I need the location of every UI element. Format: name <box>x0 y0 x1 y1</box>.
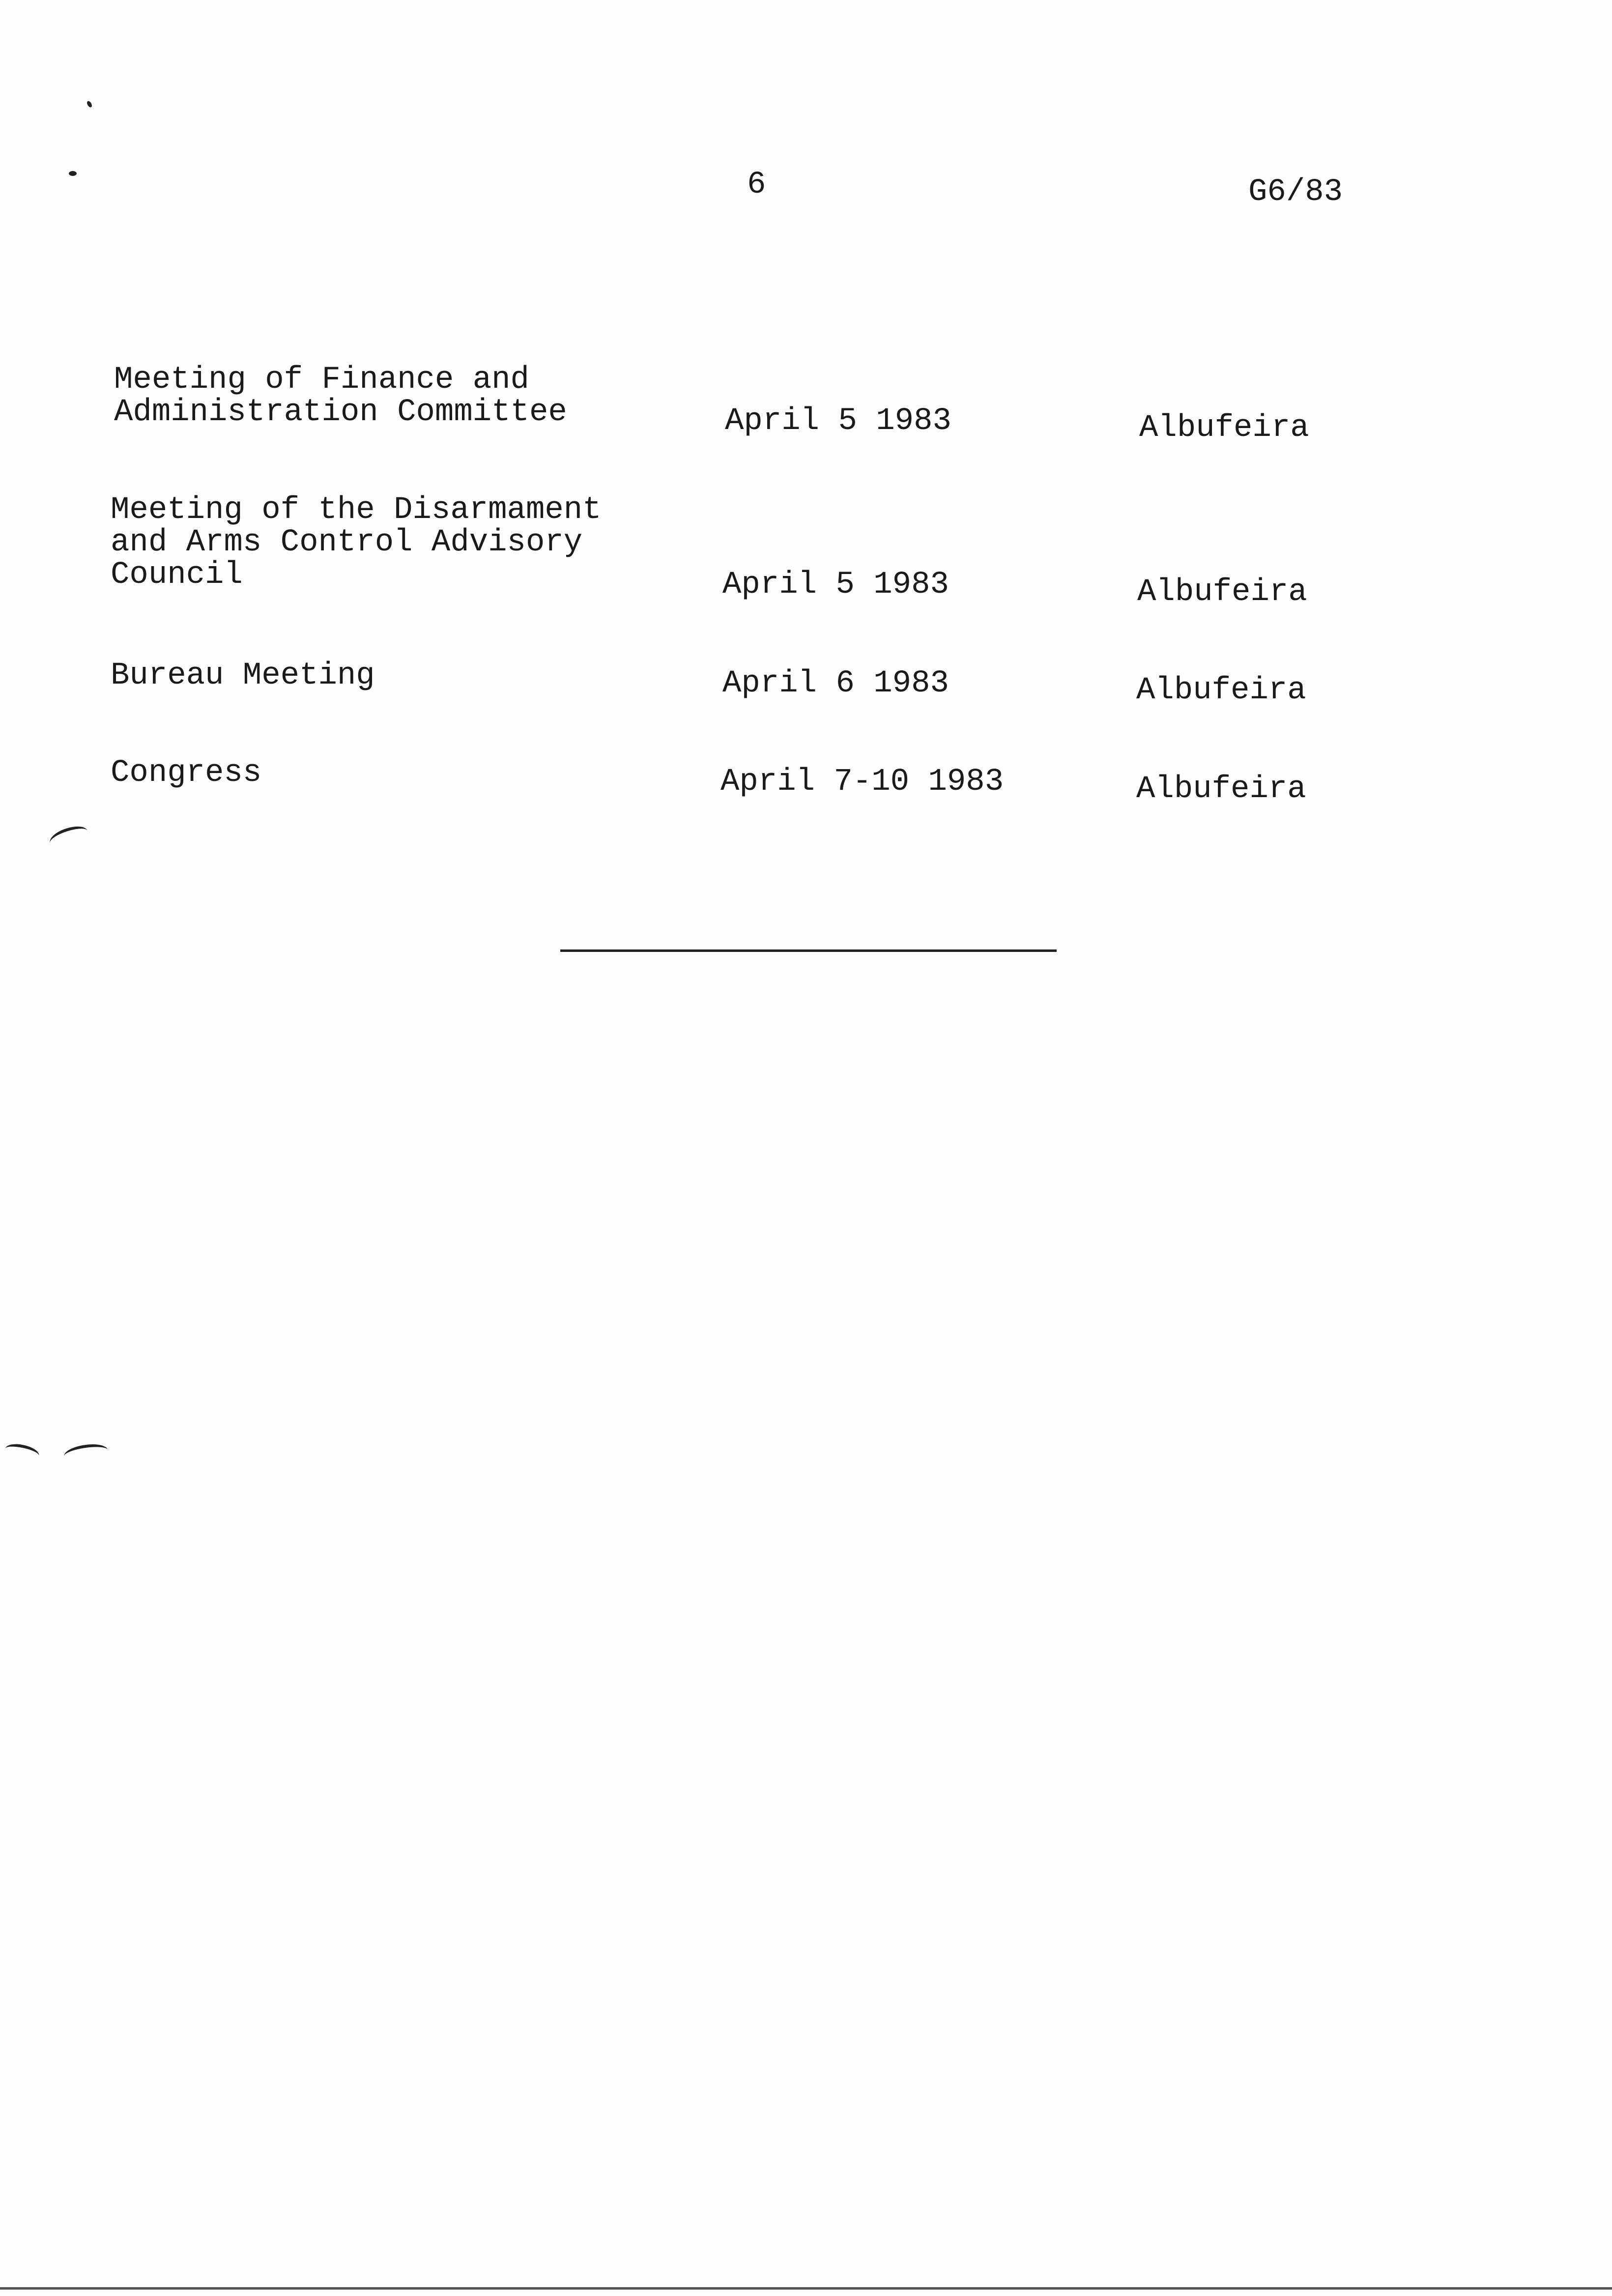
event-name: Meeting of the Disarmament and Arms Control Advisory Council <box>111 492 602 593</box>
event-date: April 5 1983 <box>722 567 949 603</box>
event-place: Albufeira <box>1136 772 1306 807</box>
page-number: 6 <box>747 167 766 202</box>
punch-hole-mark <box>63 1442 109 1464</box>
event-date: April 7-10 1983 <box>720 764 1004 800</box>
event-place: Albufeira <box>1136 673 1306 708</box>
event-name: Meeting of Finance and Administration Committee <box>114 362 567 430</box>
event-date: April 6 1983 <box>722 666 949 701</box>
event-place: Albufeira <box>1139 410 1309 446</box>
scan-speck <box>69 171 77 176</box>
document-reference: G6/83 <box>1248 174 1343 210</box>
punch-hole-mark <box>4 1441 41 1463</box>
scan-speck <box>86 100 93 108</box>
section-divider <box>560 949 1057 952</box>
page-bottom-edge <box>0 2287 1612 2290</box>
event-name: Bureau Meeting <box>111 658 375 693</box>
event-name: Congress <box>111 755 262 791</box>
punch-hole-mark <box>47 823 90 852</box>
event-date: April 5 1983 <box>725 403 951 439</box>
event-place: Albufeira <box>1137 574 1307 610</box>
